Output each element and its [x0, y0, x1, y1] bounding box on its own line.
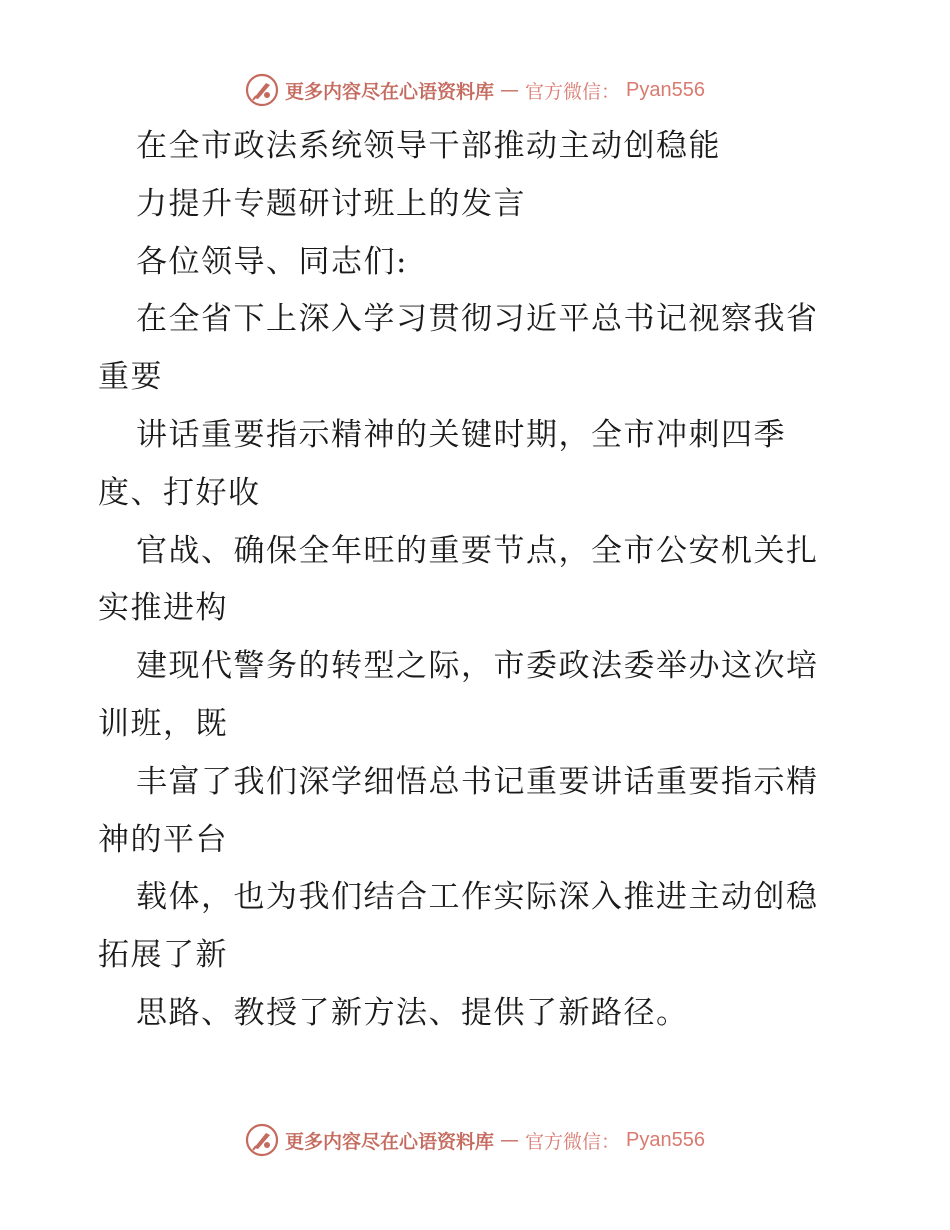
title-line-2: 力提升专题研讨班上的发言	[136, 185, 526, 222]
paragraph-line: 思路、教授了新方法、提供了新路径。	[136, 994, 689, 1031]
salutation: 各位领导、同志们:	[136, 243, 408, 280]
paragraph-line: 重要	[98, 359, 163, 396]
paragraph-line: 讲话重要指示精神的关键时期，全市冲刺四季	[136, 416, 786, 453]
paragraph-line: 建现代警务的转型之际，市委政法委举办这次培	[136, 648, 819, 685]
banner-title: 更多内容尽在心语资料库	[285, 1130, 495, 1153]
banner-wechat-label: 官方微信：	[525, 80, 621, 103]
paragraph-line: 实推进构	[98, 590, 228, 627]
paragraph-line: 神的平台	[98, 821, 228, 858]
banner-dash: —	[500, 79, 520, 101]
banner-wechat-handle: Pyan556	[626, 78, 705, 101]
paragraph-line: 官战、确保全年旺的重要节点，全市公安机关扎	[136, 532, 819, 569]
footer-banner	[0, 1120, 950, 1160]
quill-pen-logo-icon	[245, 73, 279, 107]
paragraph-line: 训班，既	[98, 705, 228, 742]
header-banner	[0, 70, 950, 110]
paragraph-line: 拓展了新	[98, 937, 228, 974]
document-body	[98, 118, 858, 1043]
banner-wechat-handle: Pyan556	[626, 1128, 705, 1151]
banner-title: 更多内容尽在心语资料库	[285, 80, 495, 103]
title-line-1: 在全市政法系统领导干部推动主动创稳能	[136, 128, 721, 164]
banner-dash: —	[500, 1129, 520, 1151]
paragraph-line: 在全省下上深入学习贯彻习近平总书记视察我省	[136, 301, 819, 338]
banner-wechat-label: 官方微信：	[525, 1130, 621, 1153]
paragraph-line: 载体，也为我们结合工作实际深入推进主动创稳	[136, 879, 819, 916]
paragraph-line: 丰富了我们深学细悟总书记重要讲话重要指示精	[136, 763, 819, 800]
paragraph-line: 度、打好收	[98, 474, 261, 511]
quill-pen-logo-icon	[245, 1123, 279, 1157]
